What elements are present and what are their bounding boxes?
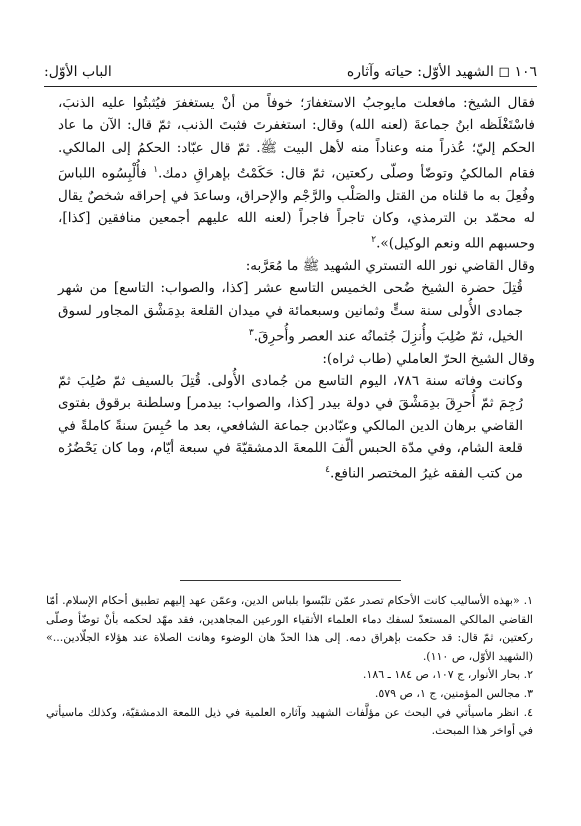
paragraph-text: وقال الشيخ الحرّ العاملي (طاب ثراه): bbox=[322, 350, 535, 367]
footnote-marker: ٣ bbox=[248, 328, 254, 339]
page-title: ١٠٦ ◻ الشهيد الأوّل: حياته وآثاره bbox=[346, 64, 537, 80]
footnote-3: ٣. مجالس المؤمنين، ج ١، ص ٥٧٩. bbox=[374, 686, 533, 700]
main-text bbox=[58, 92, 535, 485]
paragraph-text: فقال الشيخ: مافعلت مايوجبُ الاستغفارَ؛ خوفاً من أنْ يستغفرَ فيُثبتُوا عليه الذنبَ، فاسْتَغْلَظه ابنُ جماعةَ (لعنه الله) وقال: استغفرتَ فثبتَ الذنب، ثمّ قال: الآن ما عاد الحكم إليّ؛ عُذراً منه وعناداً منه لأهل البيت ﷺ. ثمّ قال عبّاد: الحكمُ إلى المالكي. فقام المالكيُ وتوضّأ وصلّى ركعتين، ثمّ قال: حَكَمْتُ بإهراقِ دمك. bbox=[58, 95, 535, 182]
footnote-2: ٢. بحار الأنوار، ج ١٠٧، ص ١٨٤ ـ ١٨٦. bbox=[362, 668, 533, 682]
running-header bbox=[44, 60, 537, 84]
footnote-1: ١. «بهذه الأساليب كانت الأحكام تصدر عمّن تلبّسوا بلباس الدين، وعمّن عهد إليهم تطبيق أحكام الإسلام. أمّا القاضي المالكي المستعدّ لسفك دماء العلماء الأتقياء الورعين المجاهدين، فقد مهّد لحكمه بأنْ توضّأ وصلّى ركعتين، ثمّ قال: قد حكمت بإهراق دمه. إلى هذا الحدّ هان الوضوء وهانت الصلاة عند هؤلاء الجلّادين...» (الشهيد الأوّل، ص ١١٠). bbox=[46, 594, 533, 663]
footnote-marker: ١ bbox=[153, 164, 159, 175]
paragraph-text: وكانت وفاته سنة ٧٨٦، اليوم التاسع من جُمادى الأُولى. قُتِلَ بالسيف ثمّ صُلِبَ ثمّ رُجِمَ ثمّ أُحرِقَ بدِمَشْقَ في دولة بيدر [كذا، والصواب: بيدمر] وسلطنة برقوق بفتوى القاضي برهان الدين المالكي وعبّادبن جماعة الشافعي، بعد ما حُبِسَ سنةً كاملةً في قلعة الشام، وفي مدّة الحبس ألّفَ اللمعةَ الدمشقيّةَ في سبعة أيّام، وما كان يَحْضُرُه من كتب الفقه غيرُ المختصر النافع. bbox=[58, 373, 523, 482]
footnote-4: ٤. انظر ماسيأتي في البحث عن مؤلَّفات الشهيد وآثاره العلمية في ذيل اللمعة الدمشقيّة، وكذلك ماسيأتي في أواخر هذا المبحث. bbox=[46, 705, 533, 738]
footnote-divider bbox=[180, 580, 401, 581]
paragraph-text: فأُلْبِسُوه اللباسَ وفُعِلَ به ما قلناه من القتل والصَلْب والرَّجْم والإحراق، وساعدَ في إحراقه شخصٌ يقال له محمّد بن الترمذي، وكان تاجراً فاجراً (لعنه الله عليهم أجمعين منافقين [كذا]، وحسبهم الله ونعم الوكيل)». bbox=[58, 165, 535, 252]
footnote-marker: ٢ bbox=[371, 235, 377, 246]
paragraph-tustari-quote bbox=[58, 277, 523, 347]
chapter-label: الباب الأوّل: bbox=[44, 64, 112, 80]
paragraph-intro-amili bbox=[58, 348, 535, 370]
paragraph-text: وقال القاضي نور الله التستري الشهيد ﷺ ما مُعَرَّبه: bbox=[245, 258, 535, 275]
paragraph-text: قُتِلَ حضرة الشيخ ضُحى الخميس التاسع عشر [كذا، والصواب: التاسع] من شهر جمادى الأُولى سنة ستٍّ وثمانين وسبعمائة في ميدان القلعة بدِمَشْق المجاور لسوق الخيل، ثمّ صُلِبَ وأُنزِلَ جُثمانُه عند العصر وأُحرِقَ. bbox=[58, 280, 523, 345]
header-divider bbox=[44, 86, 537, 87]
paragraph-intro-tustari bbox=[58, 255, 535, 277]
footnote-marker: ٤ bbox=[325, 465, 330, 476]
paragraph-quote-end bbox=[58, 92, 535, 255]
paragraph-amili-quote bbox=[58, 370, 523, 485]
footnotes bbox=[46, 592, 533, 741]
